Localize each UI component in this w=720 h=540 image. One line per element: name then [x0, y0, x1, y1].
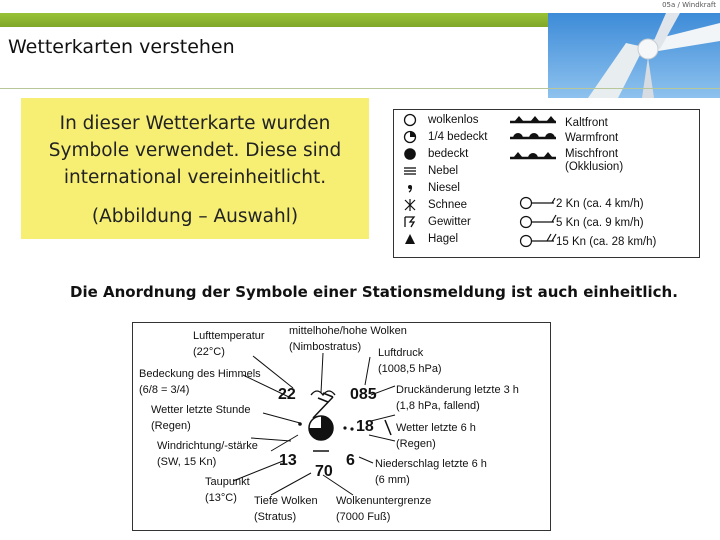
label-niederschlag: Niederschlag letzte 6 h — [375, 458, 487, 470]
value-low: 70 — [315, 463, 333, 480]
label-druckaend-val: (1,8 hPa, fallend) — [396, 400, 480, 412]
value-precip: 6 — [346, 452, 355, 469]
filled-circle-icon — [402, 146, 418, 162]
quarter-circle-icon — [402, 129, 418, 145]
label-lufttemp-val: (22°C) — [193, 346, 225, 358]
label-niederschlag-val: (6 mm) — [375, 474, 410, 486]
top-bar — [0, 0, 720, 13]
front-kaltfront: Kaltfront — [565, 117, 608, 129]
drizzle-comma-icon — [402, 180, 418, 196]
legend-label-viertel: 1/4 bedeckt — [428, 131, 488, 143]
label-untergrenze: Wolkenuntergrenze — [336, 495, 432, 507]
label-bedeckung: Bedeckung des Himmels — [139, 368, 261, 380]
label-untergrenze-val: (7000 Fuß) — [336, 511, 391, 523]
wind-5kn: 5 Kn (ca. 9 km/h) — [556, 217, 644, 229]
label-lufttemp: Lufttemperatur — [193, 330, 265, 342]
empty-circle-icon — [402, 112, 418, 128]
label-mittel-val: (Nimbostratus) — [289, 341, 362, 353]
value-pressure: 085 — [350, 386, 377, 403]
label-luftdruck: Luftdruck — [378, 347, 424, 359]
legend-label-niesel: Niesel — [428, 182, 460, 194]
symbol-legend — [393, 109, 700, 258]
snow-star-icon — [402, 197, 418, 213]
legend-label-bedeckt: bedeckt — [428, 148, 469, 160]
page-title: Wetterkarten verstehen — [8, 36, 235, 58]
station-model-diagram — [132, 322, 551, 531]
label-bedeckung-val: (6/8 = 3/4) — [139, 384, 190, 396]
info-box — [21, 98, 369, 239]
info-note: (Abbildung – Auswahl) — [91, 206, 299, 227]
label-wetter6: Wetter letzte 6 h — [396, 422, 476, 434]
station-caption: Die Anordnung der Symbole einer Stationsmeldung ist auch einheitlich. — [70, 283, 678, 301]
label-wetter-std: Wetter letzte Stunde — [151, 404, 251, 416]
value-dew: 13 — [279, 452, 297, 469]
value-temp: 22 — [278, 386, 296, 403]
label-taupunkt-val: (13°C) — [205, 492, 237, 504]
label-wind: Windrichtung/-stärke — [157, 440, 258, 452]
label-mittel: mittelhohe/hohe Wolken — [289, 325, 407, 337]
legend-label-nebel: Nebel — [428, 165, 459, 177]
label-tiefe-val: (Stratus) — [254, 511, 297, 523]
label-luftdruck-val: (1008,5 hPa) — [378, 363, 442, 375]
wind-symbols — [518, 196, 558, 252]
label-wind-val: (SW, 15 Kn) — [157, 456, 217, 468]
legend-label-wolkenlos: wolkenlos — [428, 114, 479, 126]
value-tendency: 18 — [356, 418, 374, 435]
header-divider — [0, 88, 720, 89]
front-mischfront: Mischfront — [565, 148, 619, 160]
legend-label-gewitter: Gewitter — [428, 216, 471, 228]
wind-turbine-image — [548, 13, 720, 98]
legend-label-schnee: Schnee — [428, 199, 468, 211]
hail-triangle-icon — [402, 231, 418, 247]
slide-label: 05a / Windkraft — [662, 1, 716, 9]
label-wetter6-val: (Regen) — [396, 438, 436, 450]
fog-lines-icon — [402, 163, 418, 179]
wind-15kn: 15 Kn (ca. 28 km/h) — [556, 236, 657, 248]
label-wetter-std-val: (Regen) — [151, 420, 191, 432]
info-text: In dieser Wetterkarte wurden Symbole verwendet. Diese sind international vereinheitlicht. — [48, 113, 342, 188]
label-druckaend: Druckänderung letzte 3 h — [396, 384, 519, 396]
wind-2kn: 2 Kn (ca. 4 km/h) — [556, 198, 644, 210]
front-warmfront: Warmfront — [565, 132, 619, 144]
legend-label-hagel: Hagel — [428, 233, 459, 245]
thunderstorm-icon — [402, 214, 418, 230]
label-taupunkt: Taupunkt — [205, 476, 250, 488]
label-tiefe: Tiefe Wolken — [254, 495, 318, 507]
front-symbols — [508, 116, 558, 166]
front-okklusion: (Okklusion) — [565, 161, 624, 173]
